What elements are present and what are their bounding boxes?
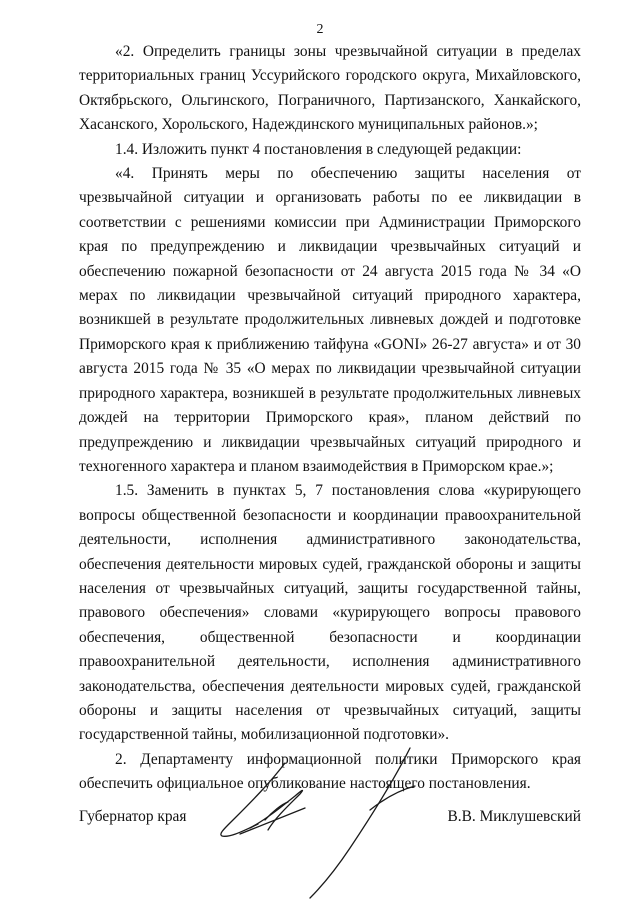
paragraph-item-4-measures: «4. Принять меры по обеспечению защиты населения от чрезвычайной ситуации и организовать работы по ее ликвидации в соответствии с решениями комиссии при Администрации Приморского края по предупреждению и ликвидации чрезвычайных ситуаций и обеспечению пожарной безопасности от 24 августа 2015 года № 34 «О мерах по ликвидации чрезвычайной ситуаций природного характера, возникшей в результате продолжительных ливневых дождей и подготовке Приморского края к приближению тайфуна «GONI» 26-27 августа» и от 30 августа 2015 года № 35 «О мерах по ликвидации чрезвычайной ситуации природного характера, возникшей в результате продолжительных ливневых дождей на территории Приморского края», планом действий по предупреждению и ликвидации чрезвычайных ситуаций природного и техногенного характера и планом взаимодействия в Приморском крае.»; (79, 165, 581, 475)
paragraph-item-1-5: 1.5. Заменить в пунктах 5, 7 постановления слова «курирующего вопросы общественной безопасности и координации правоохранительной деятельности, исполнения административного законодательства, обеспечения деятельности мировых судей, гражданской обороны и защиты населения от чрезвычайных ситуаций, защиты государственной тайны, правового обеспечения» словами «курирующего вопросы правового обеспечения, общественной безопасности и координации правоохранительной деятельности, исполнения административного законодательства, обеспечения деятельности мировых судей, гражданской обороны и защиты населения от чрезвычайных ситуаций, защиты государственной тайны, мобилизационной подготовки». (79, 482, 581, 744)
document-body (79, 40, 581, 797)
signatory-name: В.В. Миклушевский (447, 808, 581, 825)
paragraph-borders-definition: «2. Определить границы зоны чрезвычайной ситуации в пределах территориальных границ Уссурийского городского округа, Михайловского, Октябрьского, Ольгинского, Пограничного, Партизанского, Ханкайского, Хасанского, Хорольского, Надеждинского муниципальных районов.»; (79, 43, 581, 134)
signatory-title: Губернатор края (79, 808, 187, 825)
paragraph-item-1-4: 1.4. Изложить пункт 4 постановления в следующей редакции: (115, 140, 522, 158)
paragraph-item-2-publication: 2. Департаменту информационной политики Приморского края обеспечить официальное опубликование настоящего постановления. (79, 750, 581, 793)
page-number: 2 (316, 22, 324, 37)
signature-block (79, 808, 581, 838)
